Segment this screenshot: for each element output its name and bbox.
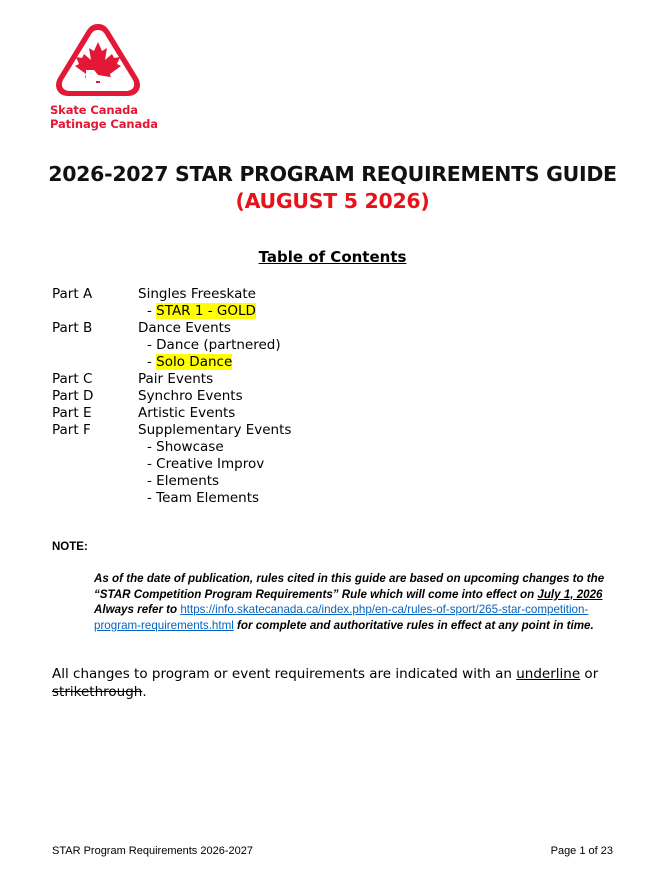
logo-line-2: Patinage Canada (50, 117, 158, 131)
toc-section-name: Supplementary Events (138, 422, 292, 438)
note-text-3: for complete and authoritative rules in effect at any point in time. (233, 619, 594, 633)
note-text-2: Always refer to (94, 603, 181, 617)
changes-text-1: All changes to program or event requirements are indicated with an (52, 666, 517, 682)
toc-part-label: Part B (52, 320, 93, 336)
toc-sub-highlight: STAR 1 - GOLD (156, 303, 256, 319)
note-text-1: As of the date of publication, rules cited in this guide are based on upcoming changes to the “STAR Competition Program Requirements” Rule which will come into effect on (94, 572, 605, 601)
toc-sub-label: - Showcase (147, 439, 224, 455)
toc-sub-prefix: - (147, 354, 157, 370)
rules-link[interactable]: https://info.skatecanada.ca/index.php/en-ca/rules-of-sport/265-star-competition-program-requirements.html (94, 603, 589, 633)
toc-part-label: Part E (52, 405, 92, 421)
toc-part-label: Part C (52, 371, 93, 387)
changes-text-3: . (142, 684, 147, 700)
document-date: (AUGUST 5 2026) (235, 189, 430, 213)
strikethrough-example: strikethrough (52, 684, 143, 700)
toc-sub-label: - Team Elements (147, 490, 260, 506)
toc-section-name: Singles Freeskate (138, 286, 256, 302)
changes-paragraph (52, 665, 622, 701)
toc-sub-label: - Creative Improv (147, 456, 265, 472)
toc-section-name: Pair Events (138, 371, 214, 387)
footer-page-number: Page 1 of 23 (550, 845, 613, 857)
toc-sub-label: - Dance (partnered) (147, 337, 281, 353)
toc-sub-prefix: - (147, 303, 157, 319)
toc-sub-label: - Elements (147, 473, 220, 489)
skate-canada-logo (50, 20, 158, 131)
toc-part-label: Part F (52, 422, 91, 438)
note-effective-date: July 1, 2026 (537, 587, 603, 601)
footer-document-name: STAR Program Requirements 2026-2027 (52, 845, 253, 857)
note-paragraph (94, 571, 614, 634)
toc-section-name: Dance Events (138, 320, 231, 336)
note-label: NOTE: (52, 541, 88, 553)
maple-leaf-skate-icon (50, 20, 146, 100)
toc-section-name: Synchro Events (138, 388, 243, 404)
toc-sub-highlight: Solo Dance (156, 354, 233, 370)
changes-text-2: or (580, 666, 599, 682)
toc-part-label: Part D (52, 388, 94, 404)
logo-line-1: Skate Canada (50, 103, 138, 117)
toc-section-name: Artistic Events (138, 405, 236, 421)
toc-heading: Table of Contents (258, 248, 407, 266)
toc-part-label: Part A (52, 286, 93, 302)
underline-example: underline (516, 666, 581, 682)
document-title: 2026-2027 STAR PROGRAM REQUIREMENTS GUIDE (48, 162, 617, 186)
